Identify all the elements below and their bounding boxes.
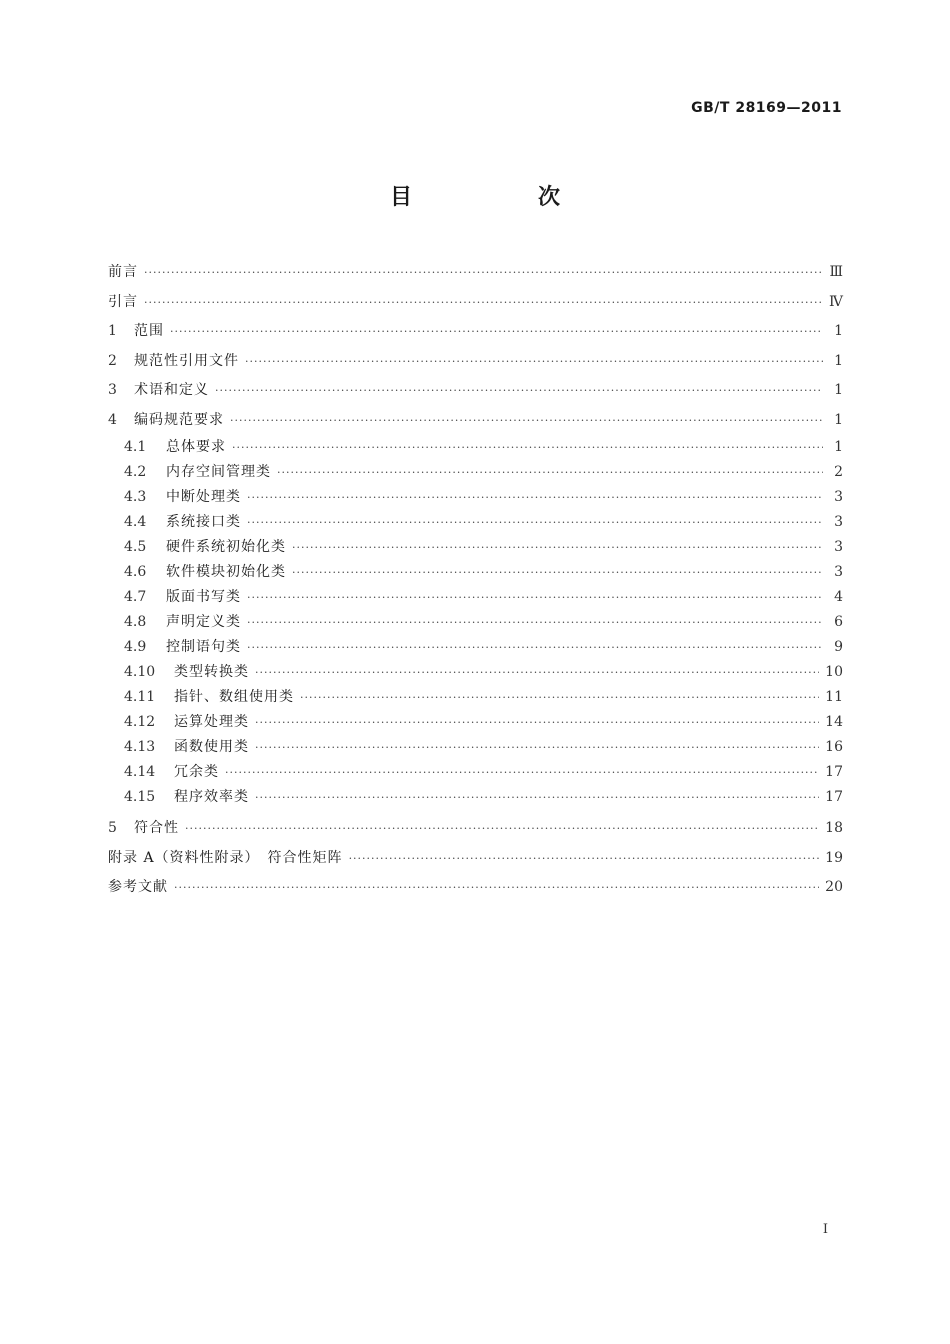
- toc-entry-number: 4.12: [124, 714, 156, 730]
- dot-leader: [215, 376, 823, 406]
- toc-entry-page: 3: [834, 564, 843, 580]
- table-of-contents: [108, 258, 843, 903]
- toc-entry-number: 4.10: [124, 664, 156, 680]
- toc-entry-number: 4.5: [124, 539, 147, 555]
- toc-entry-section-4-4[interactable]: [108, 510, 843, 535]
- toc-entry-section-4-5[interactable]: [108, 535, 843, 560]
- toc-entry-number: 4.2: [124, 464, 147, 480]
- toc-entry-bibliography[interactable]: [108, 873, 843, 903]
- toc-entry-page: 3: [834, 539, 843, 555]
- page-number: I: [822, 1222, 828, 1237]
- dot-leader: [292, 560, 823, 585]
- toc-entry-introduction[interactable]: [108, 288, 843, 318]
- toc-entry-label: 硬件系统初始化类: [166, 539, 286, 555]
- toc-entry-number: 4.6: [124, 564, 147, 580]
- toc-entry-number: 4.8: [124, 614, 147, 630]
- dot-leader: [255, 710, 819, 735]
- toc-entry-label: 系统接口类: [166, 514, 241, 530]
- toc-entry-section-4-3[interactable]: [108, 485, 843, 510]
- toc-entry-page: 3: [834, 489, 843, 505]
- dot-leader: [170, 317, 823, 347]
- toc-entry-number: 4.13: [124, 739, 156, 755]
- toc-entry-label: 符合性: [134, 820, 179, 836]
- toc-entry-number: 4.9: [124, 639, 147, 655]
- dot-leader: [292, 535, 823, 560]
- toc-entry-page: 14: [825, 714, 843, 730]
- toc-entry-foreword[interactable]: [108, 258, 843, 288]
- dot-leader: [232, 435, 823, 460]
- toc-entry-page: 6: [834, 614, 843, 630]
- toc-entry-label: 参考文献: [108, 879, 168, 895]
- toc-entry-label: 类型转换类: [174, 664, 249, 680]
- toc-entry-number: 3: [108, 382, 117, 398]
- toc-entry-chapter-4[interactable]: [108, 406, 843, 436]
- toc-entry-section-4-9[interactable]: [108, 635, 843, 660]
- toc-entry-label: 规范性引用文件: [134, 352, 239, 369]
- toc-entry-number: 5: [108, 820, 117, 836]
- dot-leader: [245, 347, 823, 377]
- toc-entry-number: 4.7: [124, 589, 147, 605]
- toc-entry-label: 软件模块初始化类: [166, 564, 286, 580]
- toc-entry-page: 3: [834, 514, 843, 530]
- toc-entry-page: 17: [825, 789, 843, 805]
- toc-entry-section-4-14[interactable]: [108, 760, 843, 785]
- toc-entry-number: 4.3: [124, 489, 147, 505]
- dot-leader: [174, 873, 819, 903]
- toc-entry-page: 1: [834, 411, 843, 428]
- toc-entry-page: 17: [825, 764, 843, 780]
- toc-entry-page: 18: [825, 820, 843, 836]
- toc-entry-label: 附录 A（资料性附录） 符合性矩阵: [108, 849, 343, 866]
- dot-leader: [277, 460, 823, 485]
- toc-entry-number: 2: [108, 352, 117, 369]
- toc-entry-section-4-11[interactable]: [108, 685, 843, 710]
- toc-entry-page: 11: [825, 689, 843, 705]
- toc-entry-label: 运算处理类: [174, 714, 249, 730]
- toc-entry-label: 前言: [108, 264, 138, 280]
- toc-entry-section-4-2[interactable]: [108, 460, 843, 485]
- toc-entry-section-4-7[interactable]: [108, 585, 843, 610]
- toc-entry-annex-a[interactable]: [108, 844, 843, 874]
- toc-entry-number: 4.11: [124, 689, 156, 705]
- dot-leader: [247, 485, 823, 510]
- page-title: 目 次: [389, 185, 612, 210]
- toc-entry-label: 术语和定义: [134, 382, 209, 398]
- toc-entry-number: 1: [108, 323, 117, 339]
- toc-entry-label: 版面书写类: [166, 589, 241, 605]
- toc-entry-number: 4.14: [124, 764, 156, 780]
- dot-leader: [255, 660, 819, 685]
- toc-entry-page: 9: [834, 639, 843, 655]
- dot-leader: [225, 760, 819, 785]
- toc-entry-label: 指针、数组使用类: [174, 689, 294, 705]
- toc-entry-label: 冗余类: [174, 764, 219, 780]
- toc-entry-section-4-8[interactable]: [108, 610, 843, 635]
- toc-entry-page: Ⅳ: [829, 293, 843, 310]
- toc-entry-section-4-12[interactable]: [108, 710, 843, 735]
- toc-entry-page: 16: [825, 739, 843, 755]
- toc-entry-label: 总体要求: [166, 439, 226, 455]
- toc-entry-page: 1: [834, 352, 843, 369]
- toc-entry-label: 函数使用类: [174, 739, 249, 755]
- dot-leader: [144, 258, 823, 288]
- dot-leader: [255, 785, 819, 810]
- toc-entry-chapter-2[interactable]: [108, 347, 843, 377]
- toc-entry-page: 19: [825, 849, 843, 866]
- dot-leader: [255, 735, 819, 760]
- dot-leader: [247, 510, 823, 535]
- document-code: GB/T 28169—2011: [691, 100, 842, 116]
- toc-entry-number: 4.4: [124, 514, 147, 530]
- dot-leader: [247, 635, 823, 660]
- toc-entry-chapter-3[interactable]: [108, 376, 843, 406]
- toc-entry-page: 10: [825, 664, 843, 680]
- toc-entry-number: 4.15: [124, 789, 156, 805]
- dot-leader: [144, 288, 823, 318]
- toc-entry-label: 编码规范要求: [134, 411, 224, 428]
- toc-entry-page: 1: [834, 439, 843, 455]
- toc-entry-label: 引言: [108, 293, 138, 310]
- toc-entry-label: 中断处理类: [166, 489, 241, 505]
- toc-entry-page: 2: [834, 464, 843, 480]
- toc-entry-page: 1: [834, 323, 843, 339]
- toc-entry-label: 声明定义类: [166, 614, 241, 630]
- dot-leader: [247, 610, 823, 635]
- toc-entry-chapter-5[interactable]: [108, 814, 843, 844]
- toc-entry-page: 1: [834, 382, 843, 398]
- toc-entry-label: 控制语句类: [166, 639, 241, 655]
- dot-leader: [300, 685, 819, 710]
- toc-entry-section-4-6[interactable]: [108, 560, 843, 585]
- toc-entry-number: 4.1: [124, 439, 147, 455]
- dot-leader: [349, 844, 820, 874]
- toc-entry-chapter-1[interactable]: [108, 317, 843, 347]
- toc-entry-section-4-1[interactable]: [108, 435, 843, 460]
- dot-leader: [185, 814, 819, 844]
- toc-entry-page: 20: [825, 879, 843, 895]
- toc-entry-section-4-15[interactable]: [108, 785, 843, 810]
- toc-entry-number: 4: [108, 411, 117, 428]
- dot-leader: [247, 585, 823, 610]
- toc-entry-label: 程序效率类: [174, 789, 249, 805]
- toc-entry-section-4-10[interactable]: [108, 660, 843, 685]
- toc-entry-section-4-13[interactable]: [108, 735, 843, 760]
- dot-leader: [230, 406, 823, 436]
- toc-entry-page: Ⅲ: [829, 264, 843, 280]
- toc-entry-label: 内存空间管理类: [166, 464, 271, 480]
- toc-entry-label: 范围: [134, 323, 164, 339]
- toc-entry-page: 4: [834, 589, 843, 605]
